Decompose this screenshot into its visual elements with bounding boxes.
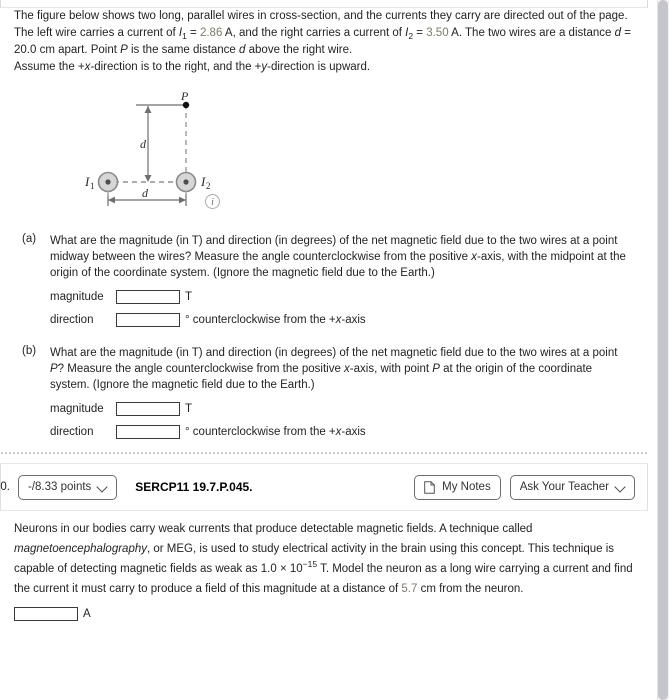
- part-a-direction-row: [50, 313, 634, 327]
- left-wire-current-out-dot: [105, 179, 110, 184]
- intro-text-part-2: A, and the right carries a current of: [222, 27, 406, 39]
- figure-label-I1-subscript: 1: [90, 181, 95, 191]
- assume-text-b: -direction is to the right, and the +: [90, 61, 262, 73]
- vertical-scrollbar-thumb[interactable]: [658, 0, 668, 700]
- assume-y-symbol: y: [261, 61, 268, 73]
- neuron-text-2: , or MEG, is used to study electrical activity in the brain using this concept. This technique is capable of detecting magnetic fields as weak as: [14, 543, 615, 575]
- two-wires-figure: [76, 90, 236, 215]
- question-part-b: [14, 345, 634, 439]
- problem-2-code: SERCP11 19.7.P.045.: [135, 480, 253, 494]
- part-a-direction-label: direction: [50, 314, 94, 326]
- part-b-x-symbol: x: [344, 363, 350, 375]
- problem-2-answer-unit: A: [83, 608, 91, 620]
- distance-symbol: d: [614, 27, 621, 39]
- distance-value: 5.7: [401, 583, 418, 595]
- part-b-text-1b: ? Measure the angle counterclockwise from the positive: [57, 363, 345, 375]
- assume-text-a: Assume the +: [14, 61, 85, 73]
- current-1-symbol: I: [178, 27, 183, 39]
- part-a-text-2: -axis, with the midpoint at the origin of the coordinate system. (Ignore the magnetic field due to the Earth.): [50, 251, 626, 279]
- current-1-value: 2.86: [199, 27, 223, 39]
- intro-text-part-3: A. The two wires are a distance: [448, 27, 615, 39]
- part-b-point-p-2: P: [432, 363, 440, 375]
- part-b-magnitude-unit: T: [185, 403, 193, 415]
- vertical-d-arrow-bottom: [145, 175, 152, 182]
- note-page-icon: [424, 481, 435, 494]
- part-b-text-2a: -axis, with point: [349, 363, 433, 375]
- figure-label-P: P: [181, 90, 189, 103]
- part-b-label: (b): [22, 345, 37, 357]
- point-p-symbol: P: [120, 44, 128, 56]
- current-2-equals: =: [413, 27, 427, 39]
- ask-your-teacher-button[interactable]: [510, 475, 635, 500]
- figure-label-I2: I: [201, 174, 206, 189]
- intro-text-part-1: The figure below shows two long, parallel wires in cross-section, and the currents they carry are directed out of the page. The left wire carries a current of: [14, 10, 628, 39]
- vertical-scrollbar-track[interactable]: [657, 0, 669, 700]
- points-label: -/8.33 points: [28, 481, 92, 493]
- part-b-magnitude-label: magnitude: [50, 403, 104, 415]
- intro-text-part-5: is the same distance: [127, 44, 240, 56]
- figure-label-I1: I: [85, 174, 90, 189]
- part-b-direction-unit-x: x: [335, 426, 342, 438]
- neuron-text-4: cm from the neuron.: [417, 583, 524, 595]
- horizontal-d-arrow-left: [108, 197, 115, 204]
- part-a-text-1: What are the magnitude (in T) and direction (in degrees) of the net magnetic field due to the two wires at a point midway between the wires? Measure the angle counterclockwise from the positive: [50, 235, 618, 263]
- part-b-text-2b: at the origin of the coordinate system. (Ignore the magnetic field due to the Earth.): [50, 363, 593, 391]
- my-notes-button[interactable]: [414, 475, 501, 500]
- problem-1-statement: [14, 8, 634, 59]
- assume-text-c: -direction is upward.: [267, 61, 371, 73]
- horizontal-d-arrow-right: [179, 197, 186, 204]
- intro-text-part-6: above the right wire.: [245, 44, 353, 56]
- chevron-down-icon-teacher: [616, 483, 625, 492]
- field-exponent: −15: [302, 559, 318, 569]
- part-a-magnitude-unit: T: [185, 291, 193, 303]
- part-a-x-symbol: x: [471, 251, 477, 263]
- figure-label-d-vertical: d: [140, 137, 146, 151]
- figure-label-I2-subscript: 2: [206, 181, 211, 191]
- problem-2-statement: [14, 519, 634, 599]
- points-dropdown[interactable]: [18, 475, 117, 500]
- intro-text-part-4: = 20.0 cm apart. Point: [14, 27, 631, 56]
- part-b-magnitude-input[interactable]: [116, 402, 180, 416]
- part-b-direction-input[interactable]: [116, 425, 180, 439]
- chevron-down-icon: [98, 483, 107, 492]
- part-b-direction-label: direction: [50, 426, 94, 438]
- problem-separator: [1, 452, 647, 454]
- part-a-direction-unit: [185, 314, 366, 326]
- current-2-value: 3.50: [426, 27, 449, 39]
- right-wire-current-out-dot: [183, 179, 188, 184]
- part-a-direction-unit-x: x: [335, 314, 342, 326]
- problem-2-header-bar: [0, 463, 648, 511]
- current-1-equals: =: [186, 27, 200, 39]
- current-2-subscript: 2: [408, 31, 414, 41]
- part-b-magnitude-row: [50, 402, 634, 416]
- part-b-direction-unit-deg: ° counterclockwise from the +: [185, 426, 336, 438]
- part-a-text: [50, 233, 634, 281]
- part-a-label: (a): [22, 233, 37, 245]
- info-icon[interactable]: i: [205, 194, 220, 209]
- part-a-magnitude-input[interactable]: [116, 290, 180, 304]
- meg-term: magnetoencephalography: [14, 543, 147, 555]
- part-b-text: [50, 345, 634, 393]
- problem-2-item-number: 0.: [0, 481, 10, 493]
- distance-symbol-2: d: [239, 44, 246, 56]
- panel-top-edge: [0, 0, 648, 8]
- ask-your-teacher-label: Ask Your Teacher: [519, 481, 609, 493]
- part-a-direction-unit-deg: ° counterclockwise from the +: [185, 314, 336, 326]
- neuron-text-3: T. Model the neuron as a long wire carrying a current and find the current it must carry to produce a field of this magnitude at a distance of: [14, 563, 633, 595]
- part-a-direction-input[interactable]: [116, 313, 180, 327]
- problem-1-content: [0, 8, 648, 439]
- figure-label-d-horizontal: d: [142, 186, 148, 200]
- part-a-magnitude-row: [50, 290, 634, 304]
- part-b-text-1: What are the magnitude (in T) and direction (in degrees) of the net magnetic field due to the two wires at a point: [50, 347, 618, 359]
- problem-2-answer-input[interactable]: [14, 607, 78, 621]
- problem-2-content: [0, 519, 648, 621]
- field-value: 1.0 × 10: [260, 563, 303, 575]
- part-b-direction-row: [50, 425, 634, 439]
- part-b-direction-unit-axis: -axis: [341, 426, 366, 438]
- vertical-d-arrow-top: [145, 106, 152, 113]
- part-b-direction-unit: [185, 426, 366, 438]
- axis-assumption-text: [14, 59, 634, 76]
- part-a-direction-unit-axis: -axis: [341, 314, 366, 326]
- part-a-magnitude-label: magnitude: [50, 291, 104, 303]
- current-1-subscript: 1: [182, 31, 187, 41]
- neuron-text-1: Neurons in our bodies carry weak currents that produce detectable magnetic fields. A technique called: [14, 523, 533, 535]
- part-b-point-p-1: P: [50, 363, 58, 375]
- assume-x-symbol: x: [84, 61, 91, 73]
- question-part-a: [14, 233, 634, 327]
- problem-2-answer-row: [14, 607, 634, 621]
- current-2-symbol: I: [405, 27, 409, 39]
- my-notes-label: My Notes: [442, 481, 491, 493]
